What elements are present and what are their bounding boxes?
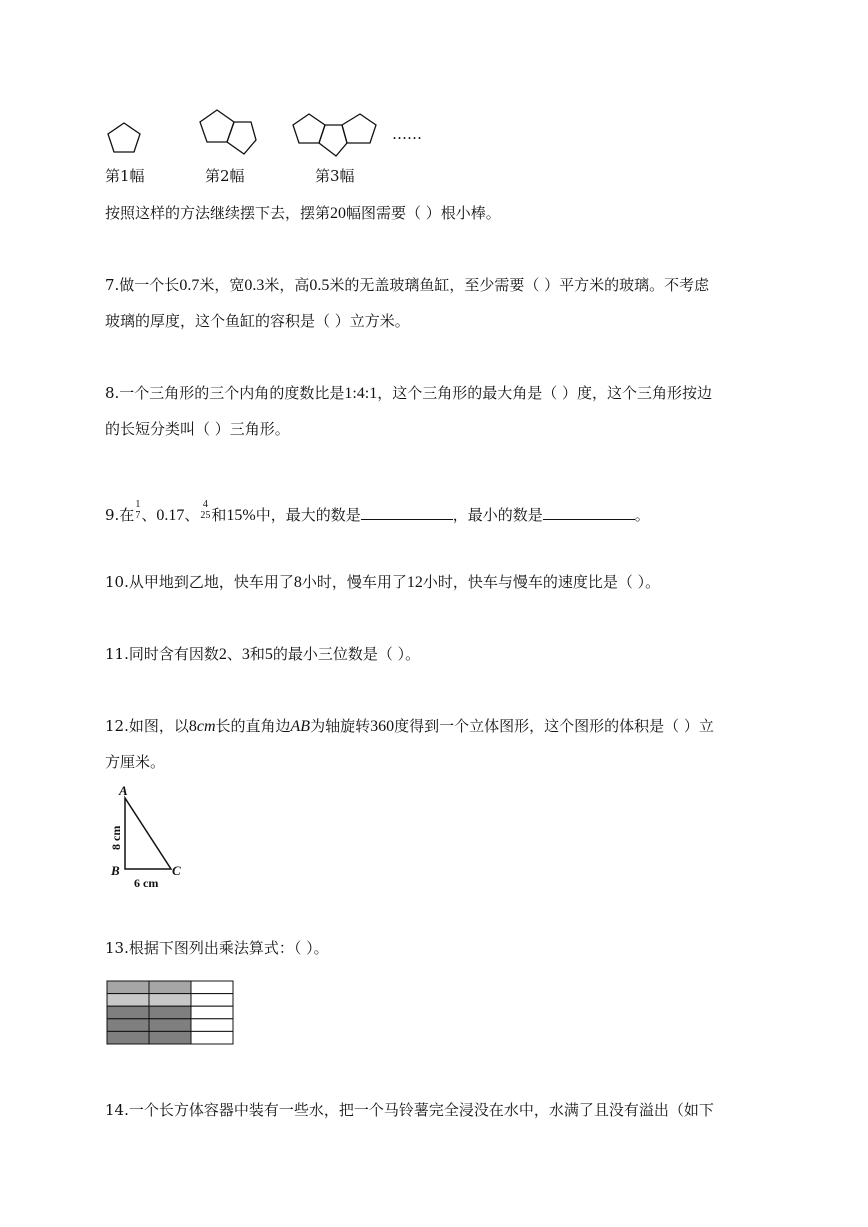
number: 8	[188, 718, 197, 735]
grid-cell-r4-c1	[107, 1019, 149, 1032]
side-bc-label: 6 cm	[134, 876, 159, 890]
question-13: 13.根据下图列出乘法算式：（ ）。	[105, 939, 329, 957]
text: 米，高	[264, 276, 310, 294]
text: 小时，慢车用了	[301, 573, 407, 591]
grid-cell-r2-c2	[149, 994, 191, 1007]
text: 、	[184, 506, 200, 524]
number: 0.7	[179, 277, 200, 294]
grid-cell-r3-c3	[191, 1006, 233, 1019]
text: 米，宽	[199, 276, 245, 294]
number: 0.5	[309, 277, 330, 294]
text: 和	[249, 645, 265, 663]
question-7-line-2: 玻璃的厚度，这个鱼缸的容积是（ ）立方米。	[105, 312, 410, 330]
grid-cell-r2-c3	[191, 994, 233, 1007]
text: 、	[141, 506, 157, 524]
text: ，这个三角形的最大角是（ ）度，这个三角形按边	[377, 384, 712, 402]
vertex-c-label: C	[172, 863, 181, 878]
grid-cell-r5-c1	[107, 1031, 149, 1044]
number: 0.17	[156, 507, 185, 524]
number: 12	[406, 574, 423, 591]
pattern-label-1: 第1幅	[105, 167, 145, 185]
number: 5	[264, 646, 273, 663]
number: 8	[293, 574, 302, 591]
text: 小时，快车与慢车的速度比是（ ）。	[422, 573, 661, 591]
vertex-a-label: A	[119, 783, 128, 798]
pattern-label-3: 第3幅	[315, 167, 355, 185]
text: 中，最大的数是	[255, 506, 361, 524]
text: 11.同时含有因数	[105, 645, 219, 663]
denominator: 25	[200, 510, 211, 521]
grid-cell-r3-c1	[107, 1006, 149, 1019]
text: 和	[211, 506, 227, 524]
ratio: 1:4:1	[344, 385, 378, 402]
grid-cell-r5-c3	[191, 1031, 233, 1044]
grid-cell-r1-c1	[107, 981, 149, 994]
text: 为轴旋转	[310, 717, 371, 735]
text: 8.一个三角形的三个内角的度数比是	[105, 384, 345, 402]
grid-cell-r1-c2	[149, 981, 191, 994]
text: 度得到一个立体图形，这个图形的体积是（ ）立	[394, 717, 714, 735]
numerator: 4	[202, 499, 208, 510]
text: 米的无盖玻璃鱼缸，至少需要（ ）平方米的玻璃。不考虑	[329, 276, 710, 294]
grid-cell-r2-c1	[107, 994, 149, 1007]
text: ，最小的数是	[452, 506, 543, 524]
number: 3	[241, 646, 250, 663]
vertex-b-label: B	[111, 863, 120, 878]
text: 12.如图，以	[105, 717, 189, 735]
shaded-grid-figure	[106, 980, 234, 1046]
side-ab-label: 8 cm	[109, 825, 123, 850]
question-12-line-2: 方厘米。	[105, 753, 166, 771]
number: 0.3	[244, 277, 265, 294]
denominator: 7	[135, 510, 141, 521]
text: 。	[634, 506, 650, 524]
text: 幅图需要（ ）根小棒。	[346, 204, 501, 222]
grid-cell-r4-c2	[149, 1019, 191, 1032]
text: 7.做一个长	[105, 276, 180, 294]
text: 、	[226, 645, 242, 663]
numerator: 1	[135, 499, 141, 510]
text: 按照这样的方法继续摆下去，摆第	[105, 204, 331, 222]
percent: 15%	[226, 507, 256, 524]
text: 10.从甲地到乙地，快车用了	[105, 573, 294, 591]
pattern-ellipsis: ……	[392, 125, 422, 143]
question-8-line-2: 的长短分类叫（ ）三角形。	[105, 420, 290, 438]
number: 2	[218, 646, 227, 663]
text: 长的直角边	[215, 717, 291, 735]
text: 的最小三位数是（ ）。	[272, 645, 421, 663]
pattern-label-2: 第2幅	[205, 167, 245, 185]
number: 360	[370, 718, 395, 735]
grid-cell-r5-c2	[149, 1031, 191, 1044]
number: 20	[330, 205, 347, 222]
text: 9.在	[105, 506, 135, 524]
unit: cm	[196, 718, 216, 735]
edge-label: AB	[290, 718, 311, 735]
triangle-abc	[125, 798, 171, 869]
grid-cell-r1-c3	[191, 981, 233, 994]
grid-cell-r4-c3	[191, 1019, 233, 1032]
question-14: 14.一个长方体容器中装有一些水，把一个马铃薯完全浸没在水中，水满了且没有溢出（如下	[105, 1101, 714, 1119]
grid-cell-r3-c2	[149, 1006, 191, 1019]
